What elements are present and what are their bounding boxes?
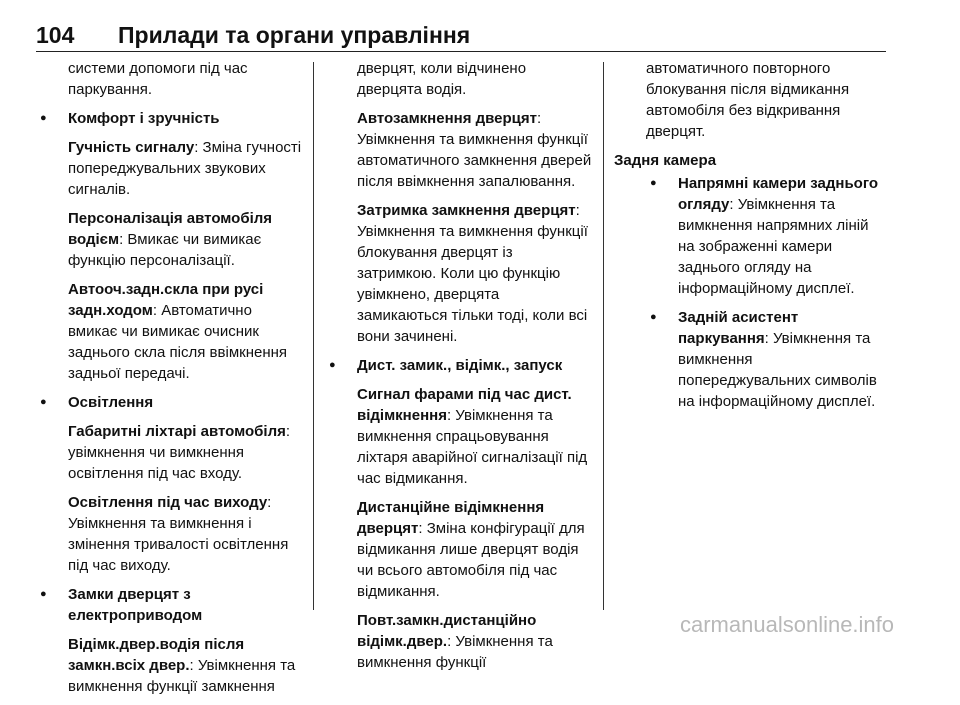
column-1 bbox=[36, 58, 304, 705]
section-lighting-title: ● Освітлення bbox=[36, 392, 304, 413]
section-camera-title: Задня камера bbox=[614, 152, 717, 169]
setting-term: Сигнал фарами під час дист. відімкнення bbox=[357, 386, 572, 424]
setting-desc: : Увімкнення та вимкнення функції автоматичного замкнення дверей після ввімкнення запалювання. bbox=[357, 110, 592, 190]
setting-term: Напрямні камери заднього огляду bbox=[678, 175, 879, 213]
header-rule bbox=[36, 51, 886, 52]
setting-item bbox=[36, 137, 304, 200]
setting-desc: : Вмикає чи вимикає функцію персоналізації. bbox=[68, 231, 262, 269]
column-2 bbox=[325, 58, 593, 681]
setting-term: Освітлення під час виходу bbox=[68, 494, 268, 511]
camera-list bbox=[614, 173, 882, 412]
setting-item bbox=[325, 497, 593, 602]
chapter-title: Прилади та органи управління bbox=[118, 22, 471, 48]
column-3 bbox=[614, 58, 882, 420]
column-divider bbox=[603, 62, 604, 610]
setting-desc: : Зміна конфігурації для відмикання лише дверцят водія чи всього автомобіля під час відмикання. bbox=[357, 520, 585, 600]
page-number: 104 bbox=[36, 22, 75, 48]
setting-desc: : Зміна гучності попереджувальних звукових сигналів. bbox=[68, 139, 302, 198]
setting-desc: : Увімкнення та вимкнення і змінення тривалості освітлення під час виходу. bbox=[68, 494, 289, 574]
setting-desc: : увімкнення чи вимкнення освітлення під час входу. bbox=[68, 423, 291, 482]
setting-term: Автооч.задн.скла при русі задн.ходом bbox=[68, 281, 264, 319]
setting-desc: : Увімкнення та вимкнення функції блокування дверцят із затримкою. Коли цю функцію увімкнено, дверцята замикаються тільки тоді, коли всі вони зачинені. bbox=[357, 202, 588, 345]
setting-term: Дистанційне відімкнення дверцят bbox=[357, 499, 545, 537]
setting-term: Повт.замкн.дистанційно відімк.двер. bbox=[357, 612, 537, 650]
setting-desc: : Увімкнення та вимкнення напрямних ліній на зображенні камери заднього огляду на інформаційному дисплеї. bbox=[678, 196, 869, 297]
page-header bbox=[36, 22, 886, 52]
setting-item bbox=[325, 108, 593, 192]
setting-item bbox=[36, 421, 304, 484]
setting-item bbox=[36, 634, 304, 697]
column-divider bbox=[313, 62, 314, 610]
setting-item bbox=[325, 200, 593, 347]
setting-desc: : Увімкнення та вимкнення спрацьовування ліхтаря аварійної сигналізації під час відмикання. bbox=[357, 407, 588, 487]
setting-item bbox=[36, 279, 304, 384]
section-locks-title: ● Замки дверцят з електроприводом bbox=[36, 584, 304, 626]
bullet-item bbox=[646, 173, 882, 299]
section-comfort-title: ● Комфорт і зручність bbox=[36, 108, 304, 129]
setting-term: Задній асистент паркування bbox=[678, 309, 799, 347]
watermark-text: carmanualsonline.info bbox=[680, 612, 895, 637]
bullet-item bbox=[646, 307, 882, 412]
setting-term: Персоналізація автомобіля водієм bbox=[68, 210, 273, 248]
continued-text: автоматичного повторного блокування після відмикання автомобіля без відкривання дверцят. bbox=[646, 60, 850, 140]
setting-item bbox=[36, 208, 304, 271]
setting-term: Гучність сигналу bbox=[68, 139, 195, 156]
setting-desc: : Увімкнення та вимкнення функції замкнення bbox=[68, 657, 296, 695]
setting-desc: : Автоматично вмикає чи вимикає очисник заднього скла після ввімкнення задньої передачі. bbox=[68, 302, 288, 382]
setting-desc: : Увімкнення та вимкнення функції bbox=[357, 633, 553, 671]
setting-term: Затримка замкнення дверцят bbox=[357, 202, 576, 219]
section-remote-title: ● Дист. замик., відімк., запуск bbox=[325, 355, 593, 376]
setting-term: Відімк.двер.водія після замкн.всіх двер. bbox=[68, 636, 245, 674]
setting-item bbox=[36, 492, 304, 576]
continued-text: дверцят, коли відчинено дверцята водія. bbox=[357, 60, 527, 98]
setting-term: Автозамкнення дверцят bbox=[357, 110, 537, 127]
setting-item bbox=[325, 384, 593, 489]
continued-text: системи допомоги під час паркування. bbox=[68, 60, 248, 98]
setting-term: Габаритні ліхтарі автомобіля bbox=[68, 423, 286, 440]
setting-desc: : Увімкнення та вимкнення попереджувальних символів на інформаційному дисплеї. bbox=[678, 330, 877, 410]
